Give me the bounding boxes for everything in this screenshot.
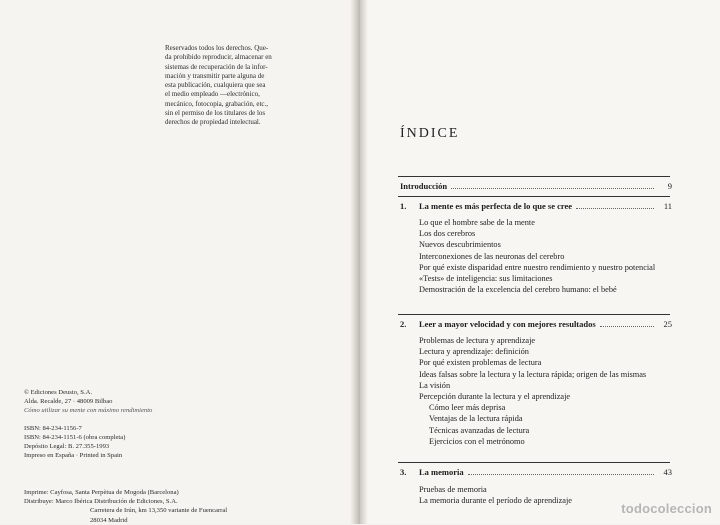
left-page (0, 0, 358, 524)
toc-section: Por qué existen problemas de lectura (419, 358, 542, 368)
isbn-line: ISBN: 84-234-1151-6 (obra completa) (24, 433, 126, 441)
rights-line: esta publicación, cualquiera que sea (165, 81, 266, 90)
toc-section: Ideas falsas sobre la lectura y la lectura rápida; origen de las mismas (419, 369, 647, 379)
toc-entry-chapter-2 (400, 319, 672, 329)
toc-entry-label: La memoria (419, 467, 464, 477)
toc-divider (398, 176, 670, 177)
toc-page-number: 9 (667, 181, 672, 191)
toc-section: La visión (419, 380, 451, 390)
toc-entry-intro (400, 181, 672, 191)
toc-entry-label: Leer a mayor velocidad y con mejores resultados (419, 319, 596, 329)
toc-subsection: Ventajas de la lectura rápida (429, 414, 523, 424)
distributor-address-line: Carretera de Irún, km 13,350 variante de Fuencarral (90, 507, 228, 515)
rights-line: sistemas de recuperación de la infor- (165, 62, 268, 71)
toc-page-number: 43 (663, 467, 672, 477)
leader-dots (468, 473, 654, 475)
chapter-number: 2. (400, 319, 407, 329)
book-gutter (350, 0, 368, 524)
chapter-2-sections (419, 335, 674, 447)
address-line: Alda. Recalde, 27 · 48009 Bilbao (24, 398, 113, 406)
watermark-text: todocoleccion (621, 501, 712, 516)
toc-subsection: Cómo leer más deprisa (429, 403, 506, 413)
rights-notice (165, 44, 315, 128)
leader-dots (600, 325, 654, 327)
chapter-number: 3. (400, 467, 407, 477)
leader-dots (576, 207, 654, 209)
toc-section: «Tests» de inteligencia: sus limitaciones (419, 274, 553, 284)
distributor-city-line: 28034 Madrid (90, 516, 128, 524)
chapter-1-sections (419, 217, 674, 295)
toc-section: Pruebas de memoria (419, 485, 487, 494)
toc-divider (398, 314, 670, 315)
rights-line: sin el permiso de los titulares de los (165, 109, 266, 118)
toc-entry-label: La mente es más perfecta de lo que se cree (419, 201, 573, 211)
rights-line: mecánico, fotocopia, grabación, etc., (165, 99, 269, 108)
toc-divider (398, 462, 670, 463)
rights-line: Reservados todos los derechos. Que- (165, 44, 269, 52)
rights-line: da prohibido reproducir, almacenar en (165, 53, 272, 62)
deposit-line: Depósito Legal: B. 27.355-1993 (24, 443, 110, 451)
toc-entry-chapter-1 (400, 201, 672, 211)
publisher-line: © Ediciones Deusto, S.A. (24, 389, 93, 396)
rights-line: el medio empleado —electrónico, (165, 90, 260, 99)
toc-subsection: Técnicas avanzadas de lectura (429, 425, 530, 435)
isbn-line: ISBN: 84-234-1156-7 (24, 424, 82, 432)
printer-line: Imprime: Cayfosa, Santa Perpètua de Mogoda (Barcelona) (24, 489, 179, 496)
rights-line: derechos de propiedad intelectual. (165, 118, 261, 127)
toc-entry-chapter-3 (400, 467, 672, 477)
toc-section: Nuevos descubrimientos (419, 240, 501, 250)
toc-section: Demostración de la excelencia del cerebro humano: el bebé (419, 285, 617, 295)
toc-section: Por qué existe disparidad entre nuestro rendimiento y nuestro potencial (419, 262, 656, 272)
toc-section: Percepción durante la lectura y el aprendizaje (419, 392, 571, 402)
toc-entry-label: Introducción (400, 181, 448, 191)
toc-section: La memoria durante el período de aprendizaje (419, 496, 572, 506)
toc-page-number: 11 (663, 201, 672, 211)
toc-page-number: 25 (663, 319, 672, 329)
printed-line: Impreso en España · Printed in Spain (24, 452, 123, 460)
toc-section: Lectura y aprendizaje: definición (419, 347, 529, 357)
toc-section: Lo que el hombre sabe de la mente (419, 218, 535, 227)
distributor-line: Distribuye: Marco Ibérica Distribución de Ediciones, S.A. (24, 498, 178, 506)
original-title-line: Cómo utilizar su mente con máximo rendimiento (24, 407, 153, 415)
leader-dots (451, 187, 654, 189)
rights-line: mación y transmitir parte alguna de (165, 71, 265, 80)
toc-subsection: Ejercicios con el metrónomo (429, 436, 525, 446)
toc-section: Los dos cerebros (419, 229, 476, 239)
toc-divider (398, 196, 670, 197)
printer-info (24, 488, 227, 525)
index-title: ÍNDICE (400, 126, 460, 141)
toc-section: Problemas de lectura y aprendizaje (419, 336, 536, 345)
toc-section: Interconexiones de las neuronas del cerebro (419, 251, 565, 261)
chapter-number: 1. (400, 201, 407, 211)
colophon (24, 388, 152, 460)
